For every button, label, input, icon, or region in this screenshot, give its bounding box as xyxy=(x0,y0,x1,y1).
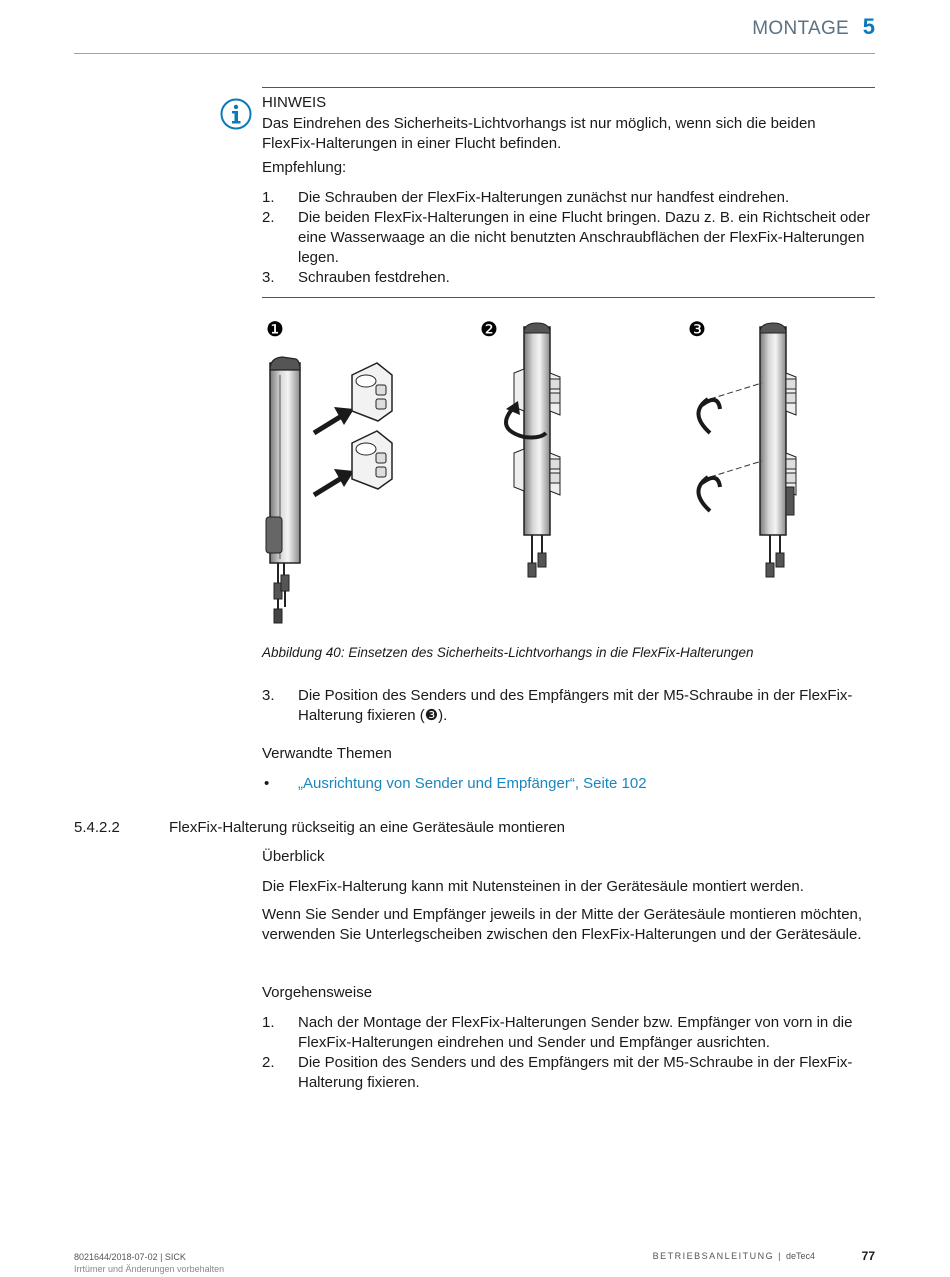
figure-caption: Abbildung 40: Einsetzen des Sicherheits-Lichtvorhangs in die FlexFix-Halterungen xyxy=(262,645,754,660)
chapter-number: 5 xyxy=(862,14,875,39)
info-icon xyxy=(220,98,252,130)
mounting-arrow xyxy=(314,469,354,495)
step-marker-3: ❸ xyxy=(688,317,706,341)
screw-tighten-arrow xyxy=(698,383,762,433)
footer-doc-id: 8021644/2018-07-02 | SICK xyxy=(74,1252,186,1262)
list-item: 2. Die beiden FlexFix-Halterungen in eine Flucht bringen. Dazu z. B. ein Richtscheit oder eine Wasserwaage an die nicht benutzten Anschraubflächen der FlexFix-Halterungen legen. xyxy=(262,209,870,266)
light-curtain-2 xyxy=(514,323,560,577)
procedure-steps xyxy=(262,1013,874,1093)
note-text: Das Eindrehen des Sicherheits-Lichtvorhangs ist nur möglich, wenn sich die beiden FlexFix-Halterungen in einer Flucht befinden. xyxy=(262,115,816,152)
list-item: 1. Die Schrauben der FlexFix-Halterungen zunächst nur handfest eindrehen. xyxy=(262,189,790,206)
section-number: 5.4.2.2 xyxy=(74,819,120,836)
footer-disclaimer: Irrtümer und Änderungen vorbehalten xyxy=(74,1264,225,1274)
mounting-arrow xyxy=(314,407,354,433)
chapter-title: MONTAGE xyxy=(752,18,849,39)
footer-doc-type xyxy=(653,1251,815,1261)
related-topic-link[interactable]: „Ausrichtung von Sender und Empfänger“, Seite 102 xyxy=(298,775,647,792)
light-curtain-1 xyxy=(266,357,300,623)
overview-paragraph: Die FlexFix-Halterung kann mit Nutensteinen in der Gerätesäule montiert werden. xyxy=(262,878,804,895)
list-item: 1. Nach der Montage der FlexFix-Halterungen Sender bzw. Empfänger von vorn in die FlexFix-Halterungen eindrehen und Sender und Empfänger ausrichten. xyxy=(262,1014,853,1051)
light-curtain-3 xyxy=(760,323,796,577)
list-item: 3. Die Position des Senders und des Empfängers mit der M5-Schraube in der FlexFix-Halterung fixieren (❸). xyxy=(262,687,853,724)
header-divider xyxy=(74,53,875,54)
note-bottom-rule xyxy=(262,297,875,298)
flexfix-bracket xyxy=(352,363,392,421)
procedure-heading: Vorgehensweise xyxy=(262,984,373,1001)
page-number: 77 xyxy=(861,1249,875,1263)
footer-product: deTec4 xyxy=(785,1251,815,1261)
note-recommendation-label: Empfehlung: xyxy=(262,159,347,176)
note-steps xyxy=(262,188,874,288)
footer-doc-info xyxy=(74,1251,224,1275)
step-list-continued xyxy=(262,686,874,726)
footer-doc-type-label: BETRIEBSANLEITUNG | xyxy=(652,1251,782,1261)
list-item: 3. Schrauben festdrehen. xyxy=(262,269,450,286)
note-heading: HINWEIS xyxy=(262,94,327,111)
related-link-item xyxy=(262,775,874,795)
bullet: • xyxy=(264,775,270,792)
overview-paragraph: Wenn Sie Sender und Empfänger jeweils in der Mitte der Gerätesäule montieren möchten, verwenden Sie Unterlegscheiben zwischen den FlexFix-Halterungen und der Gerätesäule. xyxy=(262,906,863,943)
note-top-rule xyxy=(262,87,875,88)
step-marker-2: ❷ xyxy=(480,317,498,341)
mounting-illustration xyxy=(262,315,874,635)
section-title: FlexFix-Halterung rückseitig an eine Gerätesäule montieren xyxy=(169,819,566,836)
flexfix-bracket xyxy=(352,431,392,489)
step-marker-1: ❶ xyxy=(266,317,284,341)
list-item: 2. Die Position des Senders und des Empfängers mit der M5-Schraube in der FlexFix-Halterung fixieren. xyxy=(262,1054,853,1091)
screw-tighten-arrow xyxy=(698,461,762,511)
overview-heading: Überblick xyxy=(262,848,325,865)
related-topics-heading: Verwandte Themen xyxy=(262,745,392,762)
